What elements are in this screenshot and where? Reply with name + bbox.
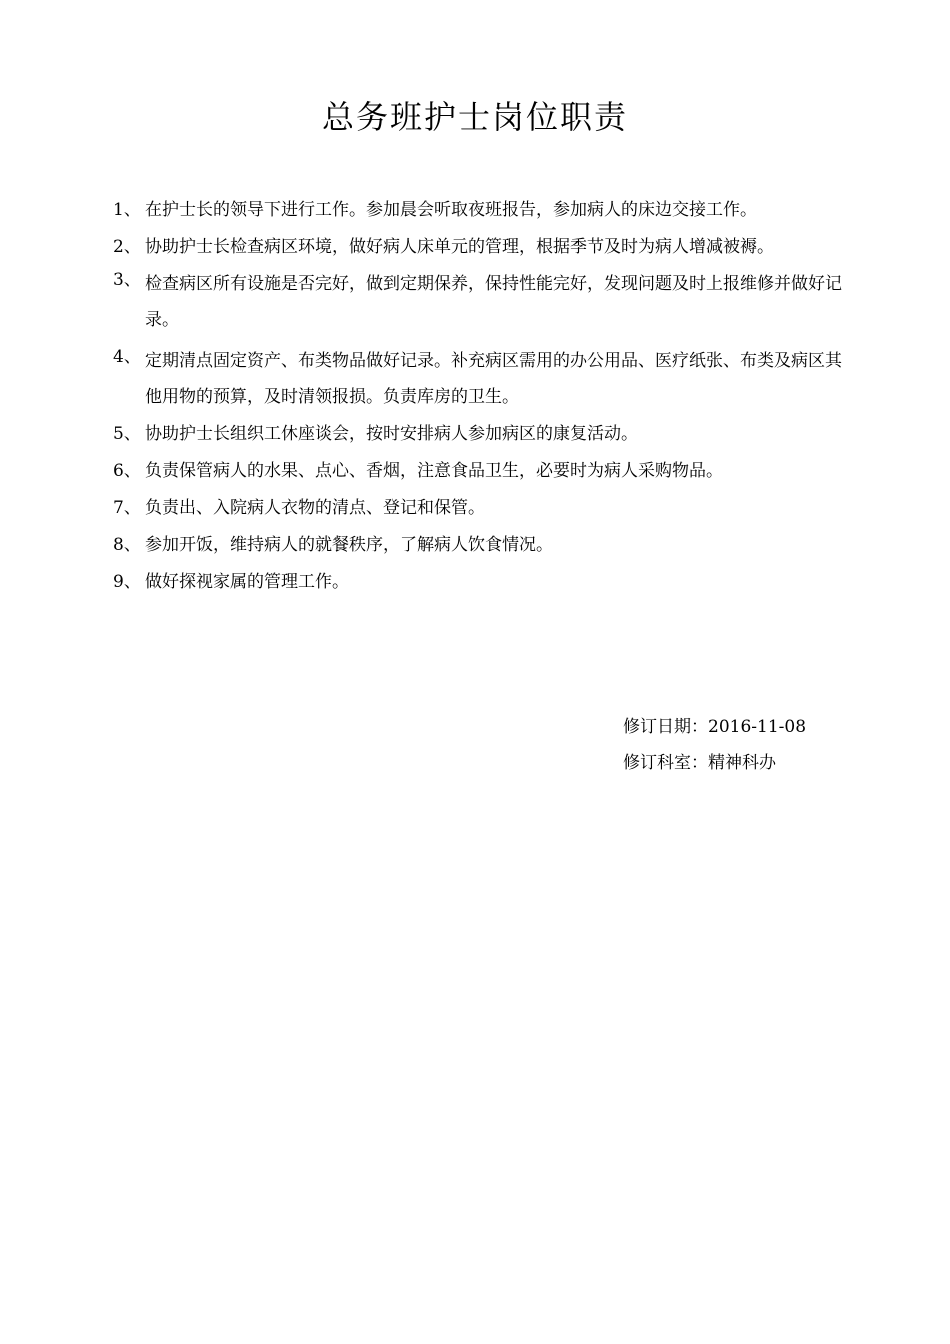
item-number: 5、 <box>113 424 141 444</box>
item-number: 9、 <box>113 572 141 592</box>
item-number: 6、 <box>113 461 141 481</box>
item-text: 负责出、入院病人衣物的清点、登记和保管。 <box>145 498 485 518</box>
list-item <box>113 568 853 596</box>
list-item <box>113 343 853 415</box>
list-item <box>113 531 853 559</box>
revision-department: 修订科室：精神科办 <box>623 753 776 773</box>
revision-date: 修订日期：2016-11-08 <box>623 717 807 737</box>
item-number: 1、 <box>113 200 141 220</box>
list-item <box>113 266 853 338</box>
list-item <box>113 233 853 261</box>
item-number: 7、 <box>113 498 141 518</box>
duty-list <box>113 196 853 605</box>
item-text: 检查病区所有设施是否完好，做到定期保养，保持性能完好，发现问题及时上报维修并做好记录。 <box>145 274 842 330</box>
item-text: 在护士长的领导下进行工作。参加晨会听取夜班报告，参加病人的床边交接工作。 <box>145 200 757 220</box>
item-number: 4、 <box>113 347 141 367</box>
list-item <box>113 420 853 448</box>
revision-footer <box>623 709 923 781</box>
item-text: 做好探视家属的管理工作。 <box>145 572 349 592</box>
item-number: 8、 <box>113 535 141 555</box>
list-item <box>113 196 853 224</box>
list-item <box>113 494 853 522</box>
list-item <box>113 457 853 485</box>
item-text: 协助护士长组织工休座谈会，按时安排病人参加病区的康复活动。 <box>145 424 638 444</box>
item-text: 参加开饭，维持病人的就餐秩序，了解病人饮食情况。 <box>145 535 553 555</box>
item-number: 2、 <box>113 237 141 257</box>
item-text: 定期清点固定资产、布类物品做好记录。补充病区需用的办公用品、医疗纸张、布类及病区其他用物的预算，及时清领报损。负责库房的卫生。 <box>145 351 842 407</box>
item-text: 协助护士长检查病区环境，做好病人床单元的管理，根据季节及时为病人增减被褥。 <box>145 237 774 257</box>
item-text: 负责保管病人的水果、点心、香烟，注意食品卫生，必要时为病人采购物品。 <box>145 461 723 481</box>
item-number: 3、 <box>113 270 141 290</box>
document-title: 总务班护士岗位职责 <box>321 98 628 136</box>
